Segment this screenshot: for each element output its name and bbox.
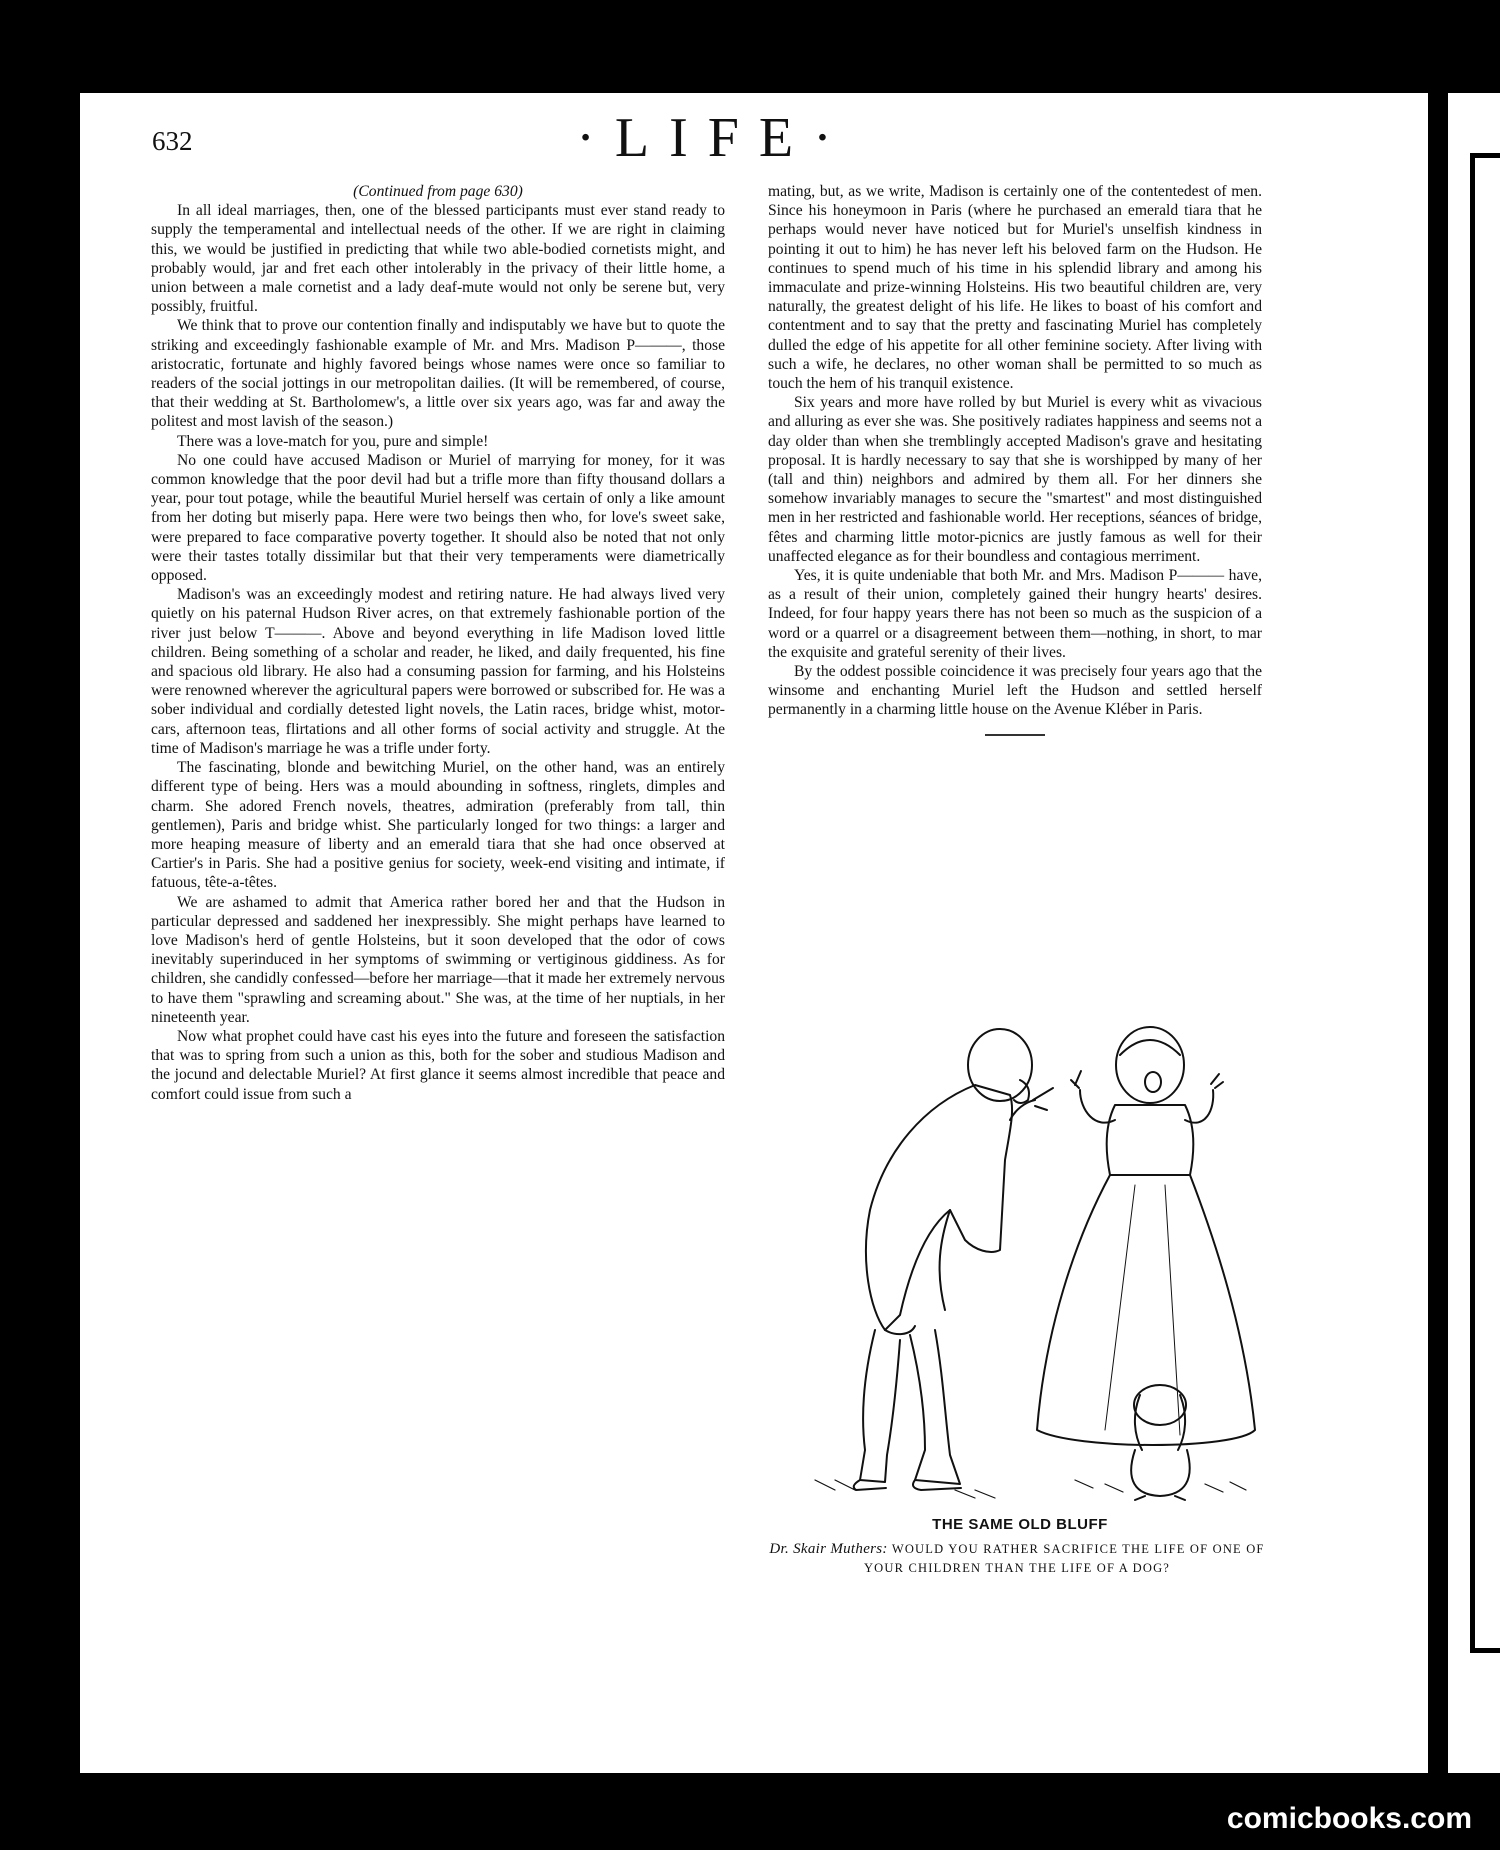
- article-column-left: [151, 182, 725, 1104]
- article-column-right: [768, 182, 1262, 736]
- article-paragraph: There was a love-match for you, pure and simple!: [177, 432, 489, 450]
- article-paragraph: We are ashamed to admit that America rather bored her and that the Hudson in particular depressed and saddened her inexpressibly. She might perhaps have learned to love Madison's herd of gentle Holsteins, but it soon developed that the odor of cows inevitably superinduced in her symptoms of swimming or vertiginous giddiness. As for children, she candidly confessed—before her marriage—that it made her extremely nervous to have them "sprawling and screaming about." She was, at the time of her nuptials, in her nineteenth year.: [151, 893, 725, 1026]
- continued-note: (Continued from page 630): [353, 183, 523, 200]
- cartoon-caption: [767, 1540, 1267, 1578]
- watermark: comicbooks.com: [1226, 1802, 1472, 1835]
- caption-speaker: Dr. Skair Muthers:: [769, 1541, 888, 1557]
- man-head: [968, 1029, 1032, 1101]
- article-paragraph: Yes, it is quite undeniable that both Mr. and Mrs. Madison P——— have, as a result of their union, completely gained their hungry hearts' desires. Indeed, for four happy years there has not been so much as the suspicion of a word or a quarrel or a disagreement between them—nothing, in short, to mar the exquisite and grateful serenity of their lives.: [768, 567, 1262, 661]
- article-paragraph: By the oddest possible coincidence it was precisely four years ago that the winsome and enchanting Muriel left the Hudson and settled herself permanently in a charming little house on the Avenue Kléber in Paris.: [768, 663, 1262, 719]
- article-paragraph: No one could have accused Madison or Muriel of marrying for money, for it was common knowledge that the poor devil had but a trifle more than fifty thousand dollars a year, pour tout potage, while the beautiful Muriel herself was certain of only a like amount from her doting but miserly papa. Here were two beings then who, for love's sweet sake, were prepared to face comparative poverty together. It should also be noted that not only were their tastes totally dissimilar but that their very temperaments were diametrically opposed.: [151, 451, 725, 585]
- article-paragraph: In all ideal marriages, then, one of the blessed participants must ever stand ready to supply the temperamental and intellectual needs of the other. If we are right in claiming this, we would be justified in predicting that while two able-bodied cornetists might, and probably would, jar and fret each other intolerably in the privacy of their little home, a union between a male cornetist and a lady deaf-mute would not only be serene but, very possibly, fruitful.: [151, 202, 725, 316]
- article-paragraph: Madison's was an exceedingly modest and retiring nature. He had always lived very quietly on his paternal Hudson River acres, on that extremely fashionable portion of the river just below T———. Above and beyond everything in life Madison loved little children. Being something of a scholar and reader, he liked, and daily frequented, his fine and spacious old library. He also had a consuming passion for farming, and his Holsteins were renowned wherever the agricultural papers were borrowed or subscribed for. He was a sober individual and cordially detested light novels, the Latin races, bridge whist, motor-cars, afternoon teas, flirtations and all other forms of social activity and struggle. At the time of Madison's marriage he was a trifle under forty.: [151, 586, 725, 757]
- article-paragraph: Now what prophet could have cast his eyes into the future and foreseen the satisfaction that was to spring from such a union as this, both for the sober and studious Madison and the jocund and delectable Muriel? At first glance it seems almost incredible that peace and comfort could issue from such a: [151, 1027, 725, 1103]
- article-paragraph: We think that to prove our contention finally and indisputably we have but to quote the striking and exceedingly fashionable example of Mr. and Mrs. Madison P———, those aristocratic, fortunate and highly favored beings whose names were once so familiar to readers of the social jottings in our metropolitan dailies. (It will be remembered, of course, that their wedding at St. Bartholomew's, a little over six years ago, was far and away the politest and most lavish of the season.): [151, 317, 725, 431]
- cartoon-illustration: [775, 1010, 1265, 1510]
- adjacent-page-edge: [1448, 93, 1500, 1773]
- article-paragraph: Six years and more have rolled by but Muriel is every whit as vivacious and alluring as ever she was. She positively radiates happiness and seems not a day older than when she tremblingly accepted Madison's grave and hesitating proposal. It is hardly necessary to say that she is worshipped by many of her (tall and thin) neighbors and admired by them all. For her dinners she somehow invariably manages to secure the "smartest" and most distinguished men in her restricted and fashionable world. Her receptions, séances of bridge, fêtes and charming little motor-picnics are justly famous as well for their unaffected elegance as for their boundless and contagious merriment.: [768, 394, 1262, 565]
- article-paragraph: The fascinating, blonde and bewitching Muriel, on the other hand, was an entirely different type of being. Hers was a mould abounding in softness, ringlets, dimples and charm. She adored French novels, theatres, admiration (preferably from tall, thin gentlemen), Paris and bridge whist. She particularly longed for two things: a larger and more heaping measure of liberty and an emerald tiara that she had once observed at Cartier's in Paris. She had a positive genius for society, week-end visiting and intimate, if fatuous, tête-a-têtes.: [151, 759, 725, 892]
- masthead-title: ·LIFE·: [576, 107, 852, 169]
- caption-line: WOULD YOU RATHER SACRIFICE THE LIFE OF ONE OF YOUR CHILDREN THAN THE LIFE OF A DOG?: [863, 1542, 1265, 1575]
- article-paragraph: mating, but, as we write, Madison is certainly one of the contentedest of men. Since his honeymoon in Paris (where he purchased an emerald tiara that he perhaps would never have noticed but for Muriel's unselfish kindness in pointing it out to him) he has never left his beloved farm on the Hudson. He continues to spend much of his time in his splendid library and among his immaculate and prize-winning Holsteins. His two beautiful children are, very naturally, the greatest delight of his life. He likes to boast of his comfort and contentment and to say that the pretty and fascinating Muriel has completely dulled the edge of his appetite for all other feminine society. After living with such a wife, he declares, no other woman shall be permitted to so much as touch the hem of his tranquil existence.: [768, 183, 1262, 393]
- page-number: 632: [152, 126, 193, 156]
- cartoon-title: THE SAME OLD BLUFF: [932, 1516, 1108, 1533]
- section-divider: [985, 734, 1045, 736]
